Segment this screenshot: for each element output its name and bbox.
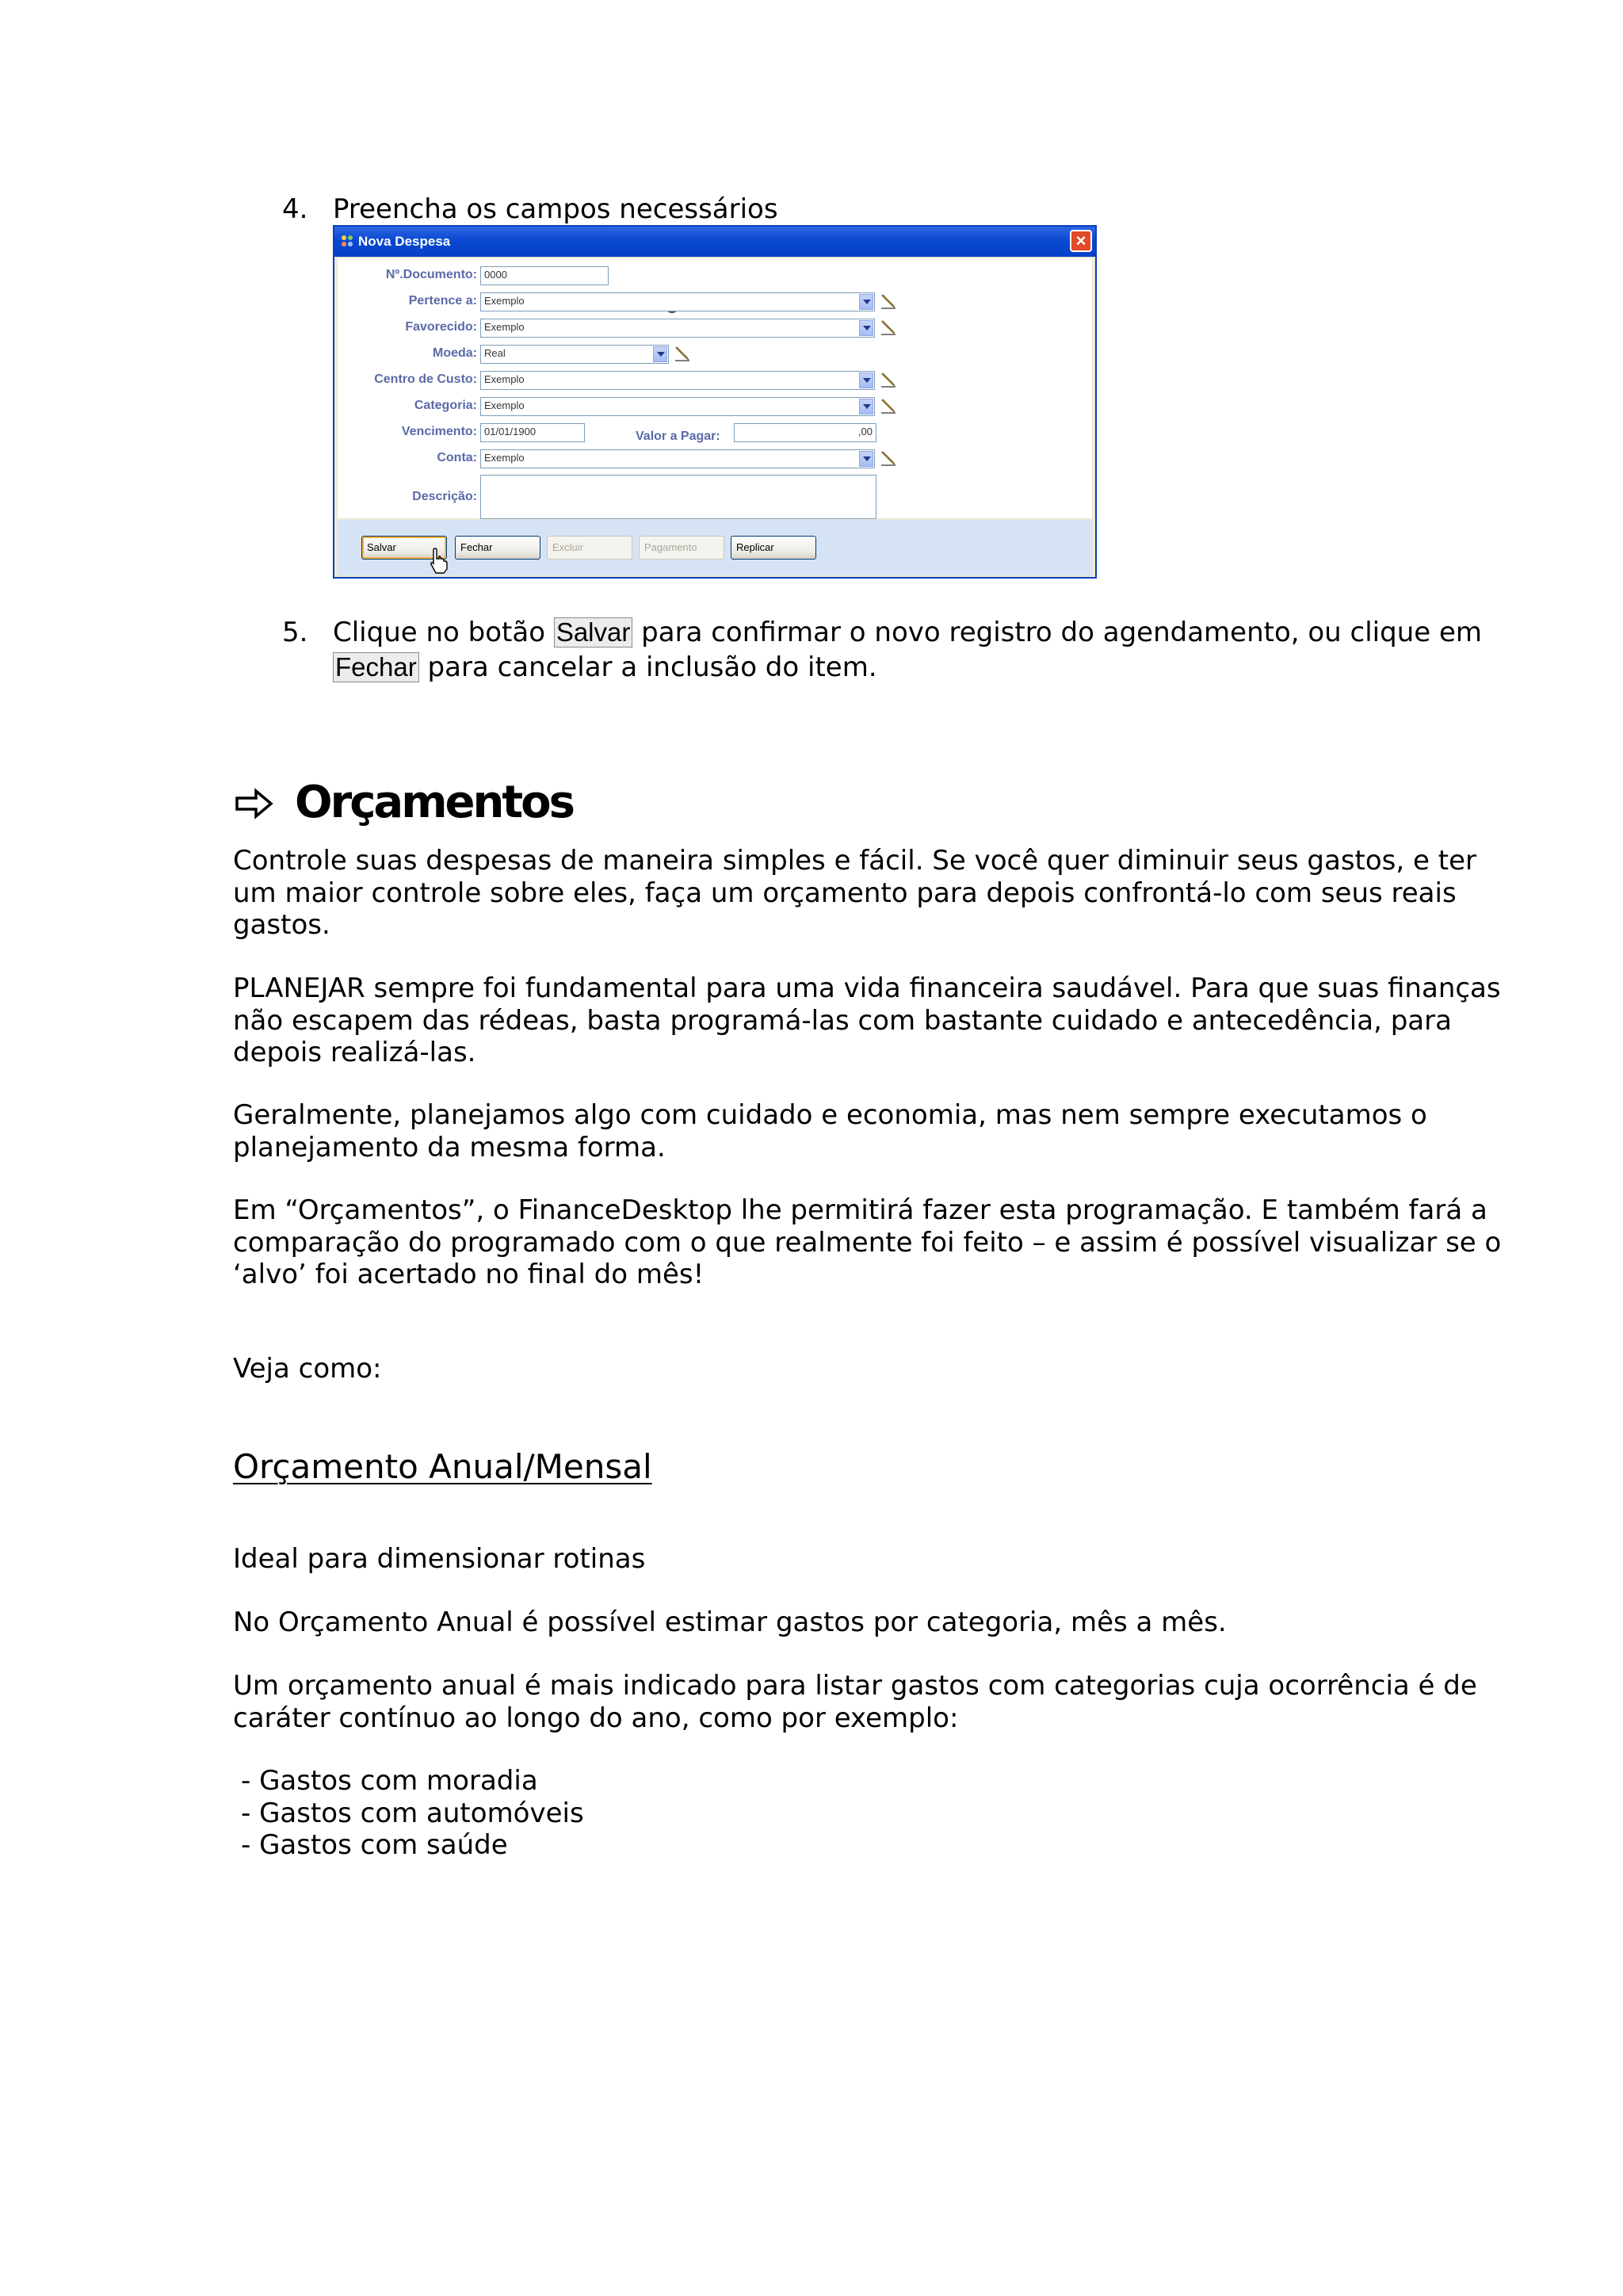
indicado-paragraph	[233, 1670, 1477, 1734]
paragraph-line: não escapem das rédeas, basta programá-las com bastante cuidado e antecedência, para	[233, 1004, 1452, 1037]
paragraph-line: ‘alvo’ foi acertado no final do mês!	[233, 1259, 705, 1290]
dialog-title: Nova Despesa	[358, 234, 451, 249]
nova-despesa-dialog	[333, 225, 1097, 579]
step4-number: 4.	[282, 193, 308, 225]
pertence-value: Exemplo	[484, 295, 525, 307]
paragraph-line: gastos.	[233, 909, 330, 941]
conta-label: Conta:	[437, 451, 477, 464]
step5-suffix: para confirmar o novo registro do agendamento, ou clique em	[641, 617, 1483, 648]
dialog-form	[338, 258, 1092, 518]
edit-pencil-icon[interactable]	[674, 345, 691, 362]
paragraph-line: Controle suas despesas de maneira simples e fácil. Se você quer diminuir seus gastos, e ter	[233, 845, 1476, 877]
edit-pencil-icon[interactable]	[880, 397, 897, 415]
centro-label: Centro de Custo:	[374, 372, 477, 386]
step5-line2-suffix: para cancelar a inclusão do item.	[427, 651, 877, 683]
chevron-down-icon[interactable]	[859, 294, 873, 310]
categoria-label: Categoria:	[414, 399, 477, 412]
moeda-label: Moeda:	[433, 346, 477, 360]
excluir-button[interactable]: Excluir	[547, 536, 632, 560]
favorecido-label: Favorecido:	[405, 320, 477, 334]
edit-pencil-icon[interactable]	[880, 292, 897, 310]
dialog-titlebar	[334, 227, 1095, 257]
descricao-label: Descrição:	[412, 490, 477, 503]
paragraph-line: Um orçamento anual é mais indicado para listar gastos com categorias cuja ocorrência é de	[233, 1670, 1477, 1702]
ideal-text: Ideal para dimensionar rotinas	[233, 1543, 646, 1575]
dialog-button-bar	[338, 520, 1092, 575]
paragraph-line: comparação do programado com o que realmente foi feito – e assim é possível visualizar se o	[233, 1226, 1502, 1259]
pertence-select[interactable]	[480, 292, 875, 311]
favorecido-value: Exemplo	[484, 321, 525, 333]
paragraph-line: Em “Orçamentos”, o FinanceDesktop lhe permitirá fazer esta programação. E também fará a	[233, 1194, 1487, 1226]
valor-label: Valor a Pagar:	[636, 430, 720, 443]
subsection-heading: Orçamento Anual/Mensal	[233, 1447, 652, 1486]
documento-input[interactable]: 0000	[480, 266, 609, 285]
documento-label: Nº.Documento:	[385, 268, 477, 281]
centro-value: Exemplo	[484, 373, 525, 385]
list-item: - Gastos com automóveis	[241, 1797, 584, 1829]
paragraph-line: um maior controle sobre eles, faça um orçamento para depois confrontá-lo com seus reais	[233, 877, 1457, 909]
pertence-label: Pertence a:	[408, 294, 477, 308]
centro-select[interactable]	[480, 371, 875, 390]
vencimento-input[interactable]: 01/01/1900	[480, 423, 585, 442]
chevron-down-icon[interactable]	[859, 320, 873, 336]
hand-cursor-icon	[430, 547, 449, 574]
categoria-select[interactable]	[480, 397, 875, 416]
favorecido-select[interactable]	[480, 319, 875, 338]
paragraph-1	[233, 845, 1476, 942]
paragraph-3	[233, 1099, 1427, 1163]
paragraph-line: Geralmente, planejamos algo com cuidado e economia, mas nem sempre executamos o	[233, 1099, 1427, 1131]
paragraph-line: PLANEJAR sempre foi fundamental para uma vida financeira saudável. Para que suas finanças	[233, 972, 1501, 1004]
conta-select[interactable]	[480, 449, 875, 468]
section-heading: Orçamentos	[295, 777, 573, 828]
app-icon	[339, 233, 355, 249]
valor-input[interactable]: ,00	[734, 423, 876, 442]
descricao-textarea[interactable]	[480, 475, 876, 519]
fechar-inline-button: Fechar	[333, 652, 419, 682]
paragraph-2	[233, 972, 1501, 1069]
anual-text: No Orçamento Anual é possível estimar gastos por categoria, mês a mês.	[233, 1606, 1227, 1638]
step4-text: Preencha os campos necessários	[333, 193, 778, 225]
step5-prefix: Clique no botão	[333, 617, 545, 648]
veja-como: Veja como:	[233, 1353, 382, 1385]
salvar-button[interactable]: Salvar	[361, 536, 447, 560]
close-icon[interactable]: ×	[1070, 230, 1092, 252]
replicar-button[interactable]: Replicar	[731, 536, 816, 560]
arrow-right-icon	[235, 788, 274, 819]
moeda-value: Real	[484, 347, 506, 359]
step5-number: 5.	[282, 617, 308, 648]
paragraph-4	[233, 1194, 1501, 1291]
chevron-down-icon[interactable]	[859, 372, 873, 388]
vencimento-label: Vencimento:	[401, 425, 477, 438]
edit-pencil-icon[interactable]	[880, 449, 897, 467]
examples-list	[241, 1765, 584, 1862]
conta-value: Exemplo	[484, 452, 525, 464]
edit-pencil-icon[interactable]	[880, 319, 897, 336]
paragraph-line: caráter contínuo ao longo do ano, como por exemplo:	[233, 1702, 959, 1734]
edit-pencil-icon[interactable]	[880, 371, 897, 388]
chevron-down-icon[interactable]	[653, 346, 667, 362]
list-item: - Gastos com saúde	[241, 1829, 508, 1861]
pagamento-button[interactable]: Pagamento	[639, 536, 724, 560]
moeda-select[interactable]	[480, 345, 669, 364]
chevron-down-icon[interactable]	[859, 451, 873, 467]
paragraph-line: depois realizá-las.	[233, 1037, 476, 1068]
salvar-inline-button: Salvar	[554, 617, 633, 648]
chevron-down-icon[interactable]	[859, 399, 873, 415]
list-item: - Gastos com moradia	[241, 1765, 538, 1797]
paragraph-line: planejamento da mesma forma.	[233, 1131, 666, 1163]
step5-line2	[333, 651, 877, 683]
step5-line1	[333, 617, 1482, 648]
categoria-value: Exemplo	[484, 399, 525, 411]
fechar-button[interactable]: Fechar	[455, 536, 540, 560]
